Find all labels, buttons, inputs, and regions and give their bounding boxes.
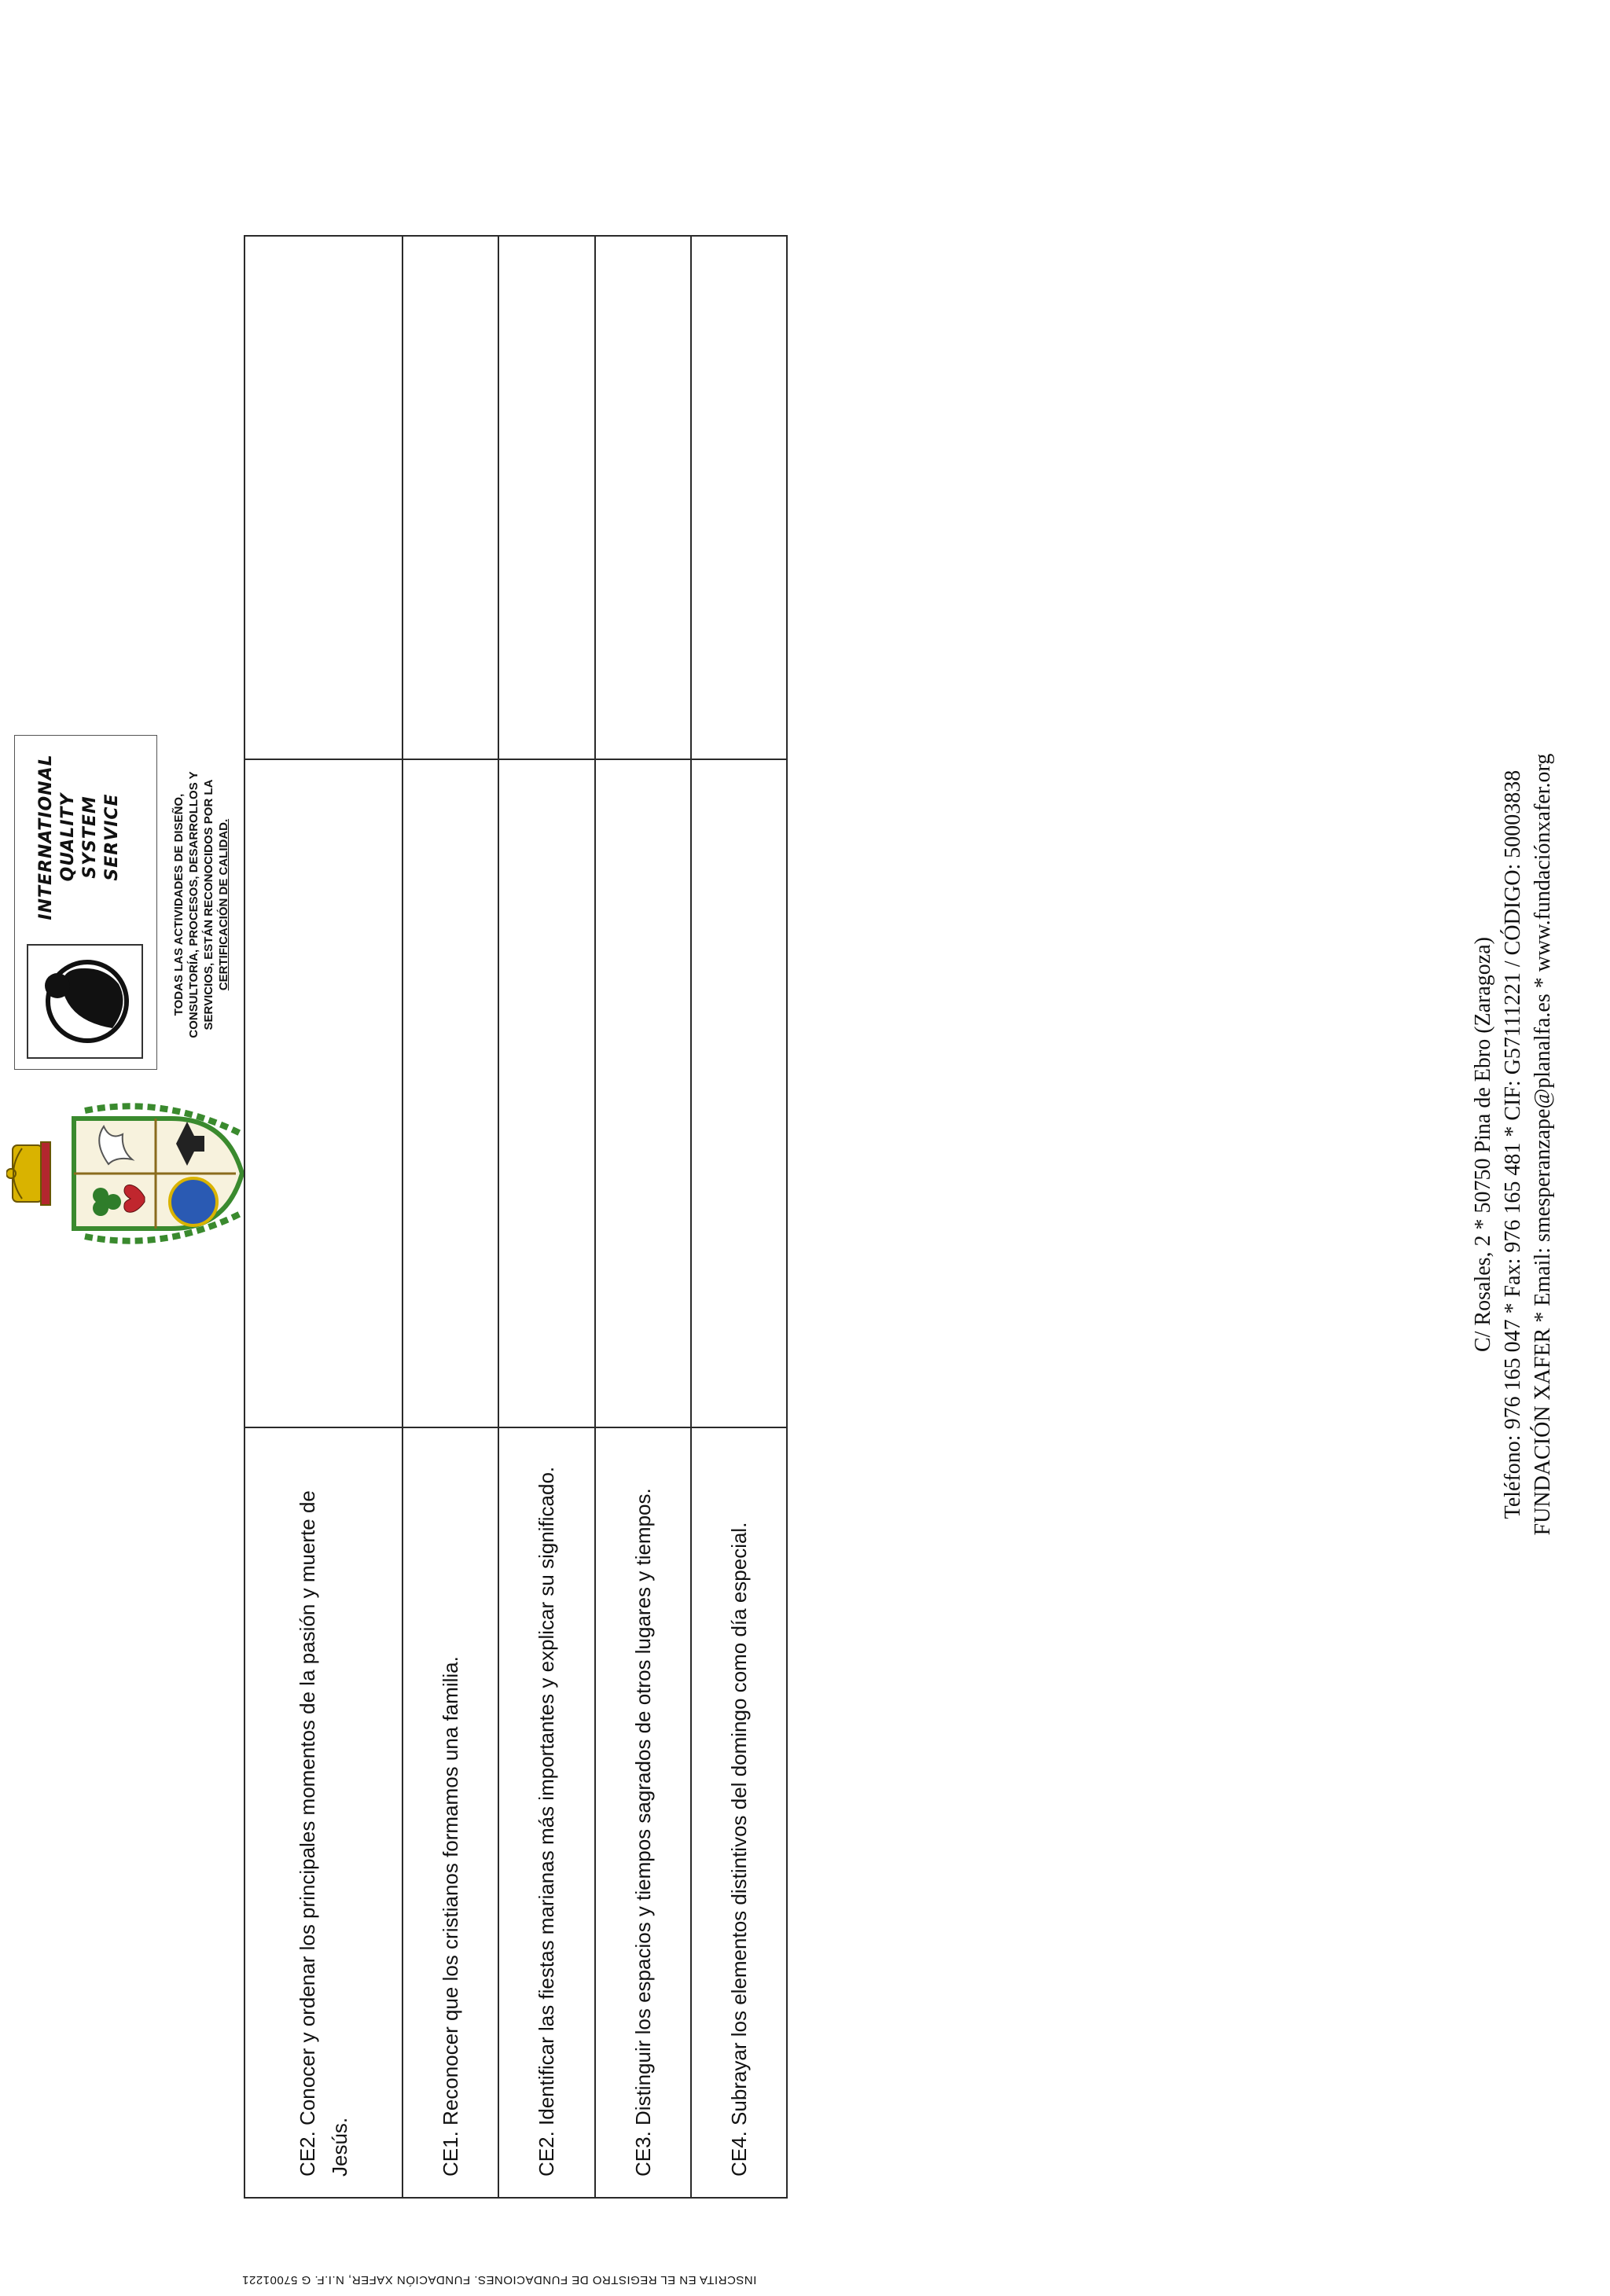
empty-cell: [498, 236, 594, 759]
iqs-logo-box: [14, 735, 157, 1070]
certification-note: TODAS LAS ACTIVIDADES DE DISEÑO, CONSULTORÍA, PROCESOS, DESARROLLOS Y SERVICIOS, ESTÁN RECONOCIDOS POR LA CERTIFICACIÓN DE CALIDAD.: [172, 771, 230, 1038]
phone-line: Teléfono: 976 165 047 * Fax: 976 165 481 * CIF: G57111221 / CÓDIGO: 50003838: [1501, 770, 1525, 1519]
empty-cell: [244, 236, 402, 759]
criterion-cell: CE3. Distinguir los espacios y tiempos sagrados de otros lugares y tiempos.: [595, 1427, 691, 2198]
table-row: [691, 236, 787, 2198]
iqs-name: INTERNATIONAL QUALITY SYSTEM SERVICE: [36, 754, 122, 920]
criterion-cell: CE4. Subrayar los elementos distintivos del domingo como día especial.: [691, 1427, 787, 2198]
registry-note: INSCRITA EN EL REGISTRO DE FUNDACIONES. FUNDACIÓN XAFER, N.I.F. G 57001221: [241, 2273, 757, 2287]
globe-icon: [170, 1178, 217, 1225]
criteria-table: [244, 235, 788, 2199]
crown-icon: [6, 1142, 50, 1205]
iqs-silhouette-icon: [26, 943, 144, 1060]
table-row: [595, 236, 691, 2198]
empty-cell: [691, 759, 787, 1427]
empty-cell: [595, 236, 691, 759]
criterion-cell: CE2. Identificar las fiestas marianas más importantes y explicar su significado.: [498, 1427, 594, 2198]
empty-cell: [402, 236, 498, 759]
contact-footer: [1468, 575, 1558, 1714]
email-web-line: FUNDACIÓN XAFER * Email: smesperanzape@planalfa.es * www.fundaciónxafer.org: [1531, 753, 1555, 1536]
table-row: [498, 236, 594, 2198]
empty-cell: [691, 236, 787, 759]
criterion-cell: CE2. Conocer y ordenar los principales momentos de la pasión y muerte de Jesús.: [244, 1427, 402, 2198]
table-row: [402, 236, 498, 2198]
empty-cell: [595, 759, 691, 1427]
empty-cell: [244, 759, 402, 1427]
table-row: [244, 236, 402, 2198]
criterion-cell: CE1. Reconocer que los cristianos formamos una familia.: [402, 1427, 498, 2198]
empty-cell: [498, 759, 594, 1427]
empty-cell: [402, 759, 498, 1427]
school-crest-logo: [6, 1087, 259, 1260]
address-line: C/ Rosales, 2 * 50750 Pina de Ebro (Zaragoza): [1471, 937, 1495, 1352]
